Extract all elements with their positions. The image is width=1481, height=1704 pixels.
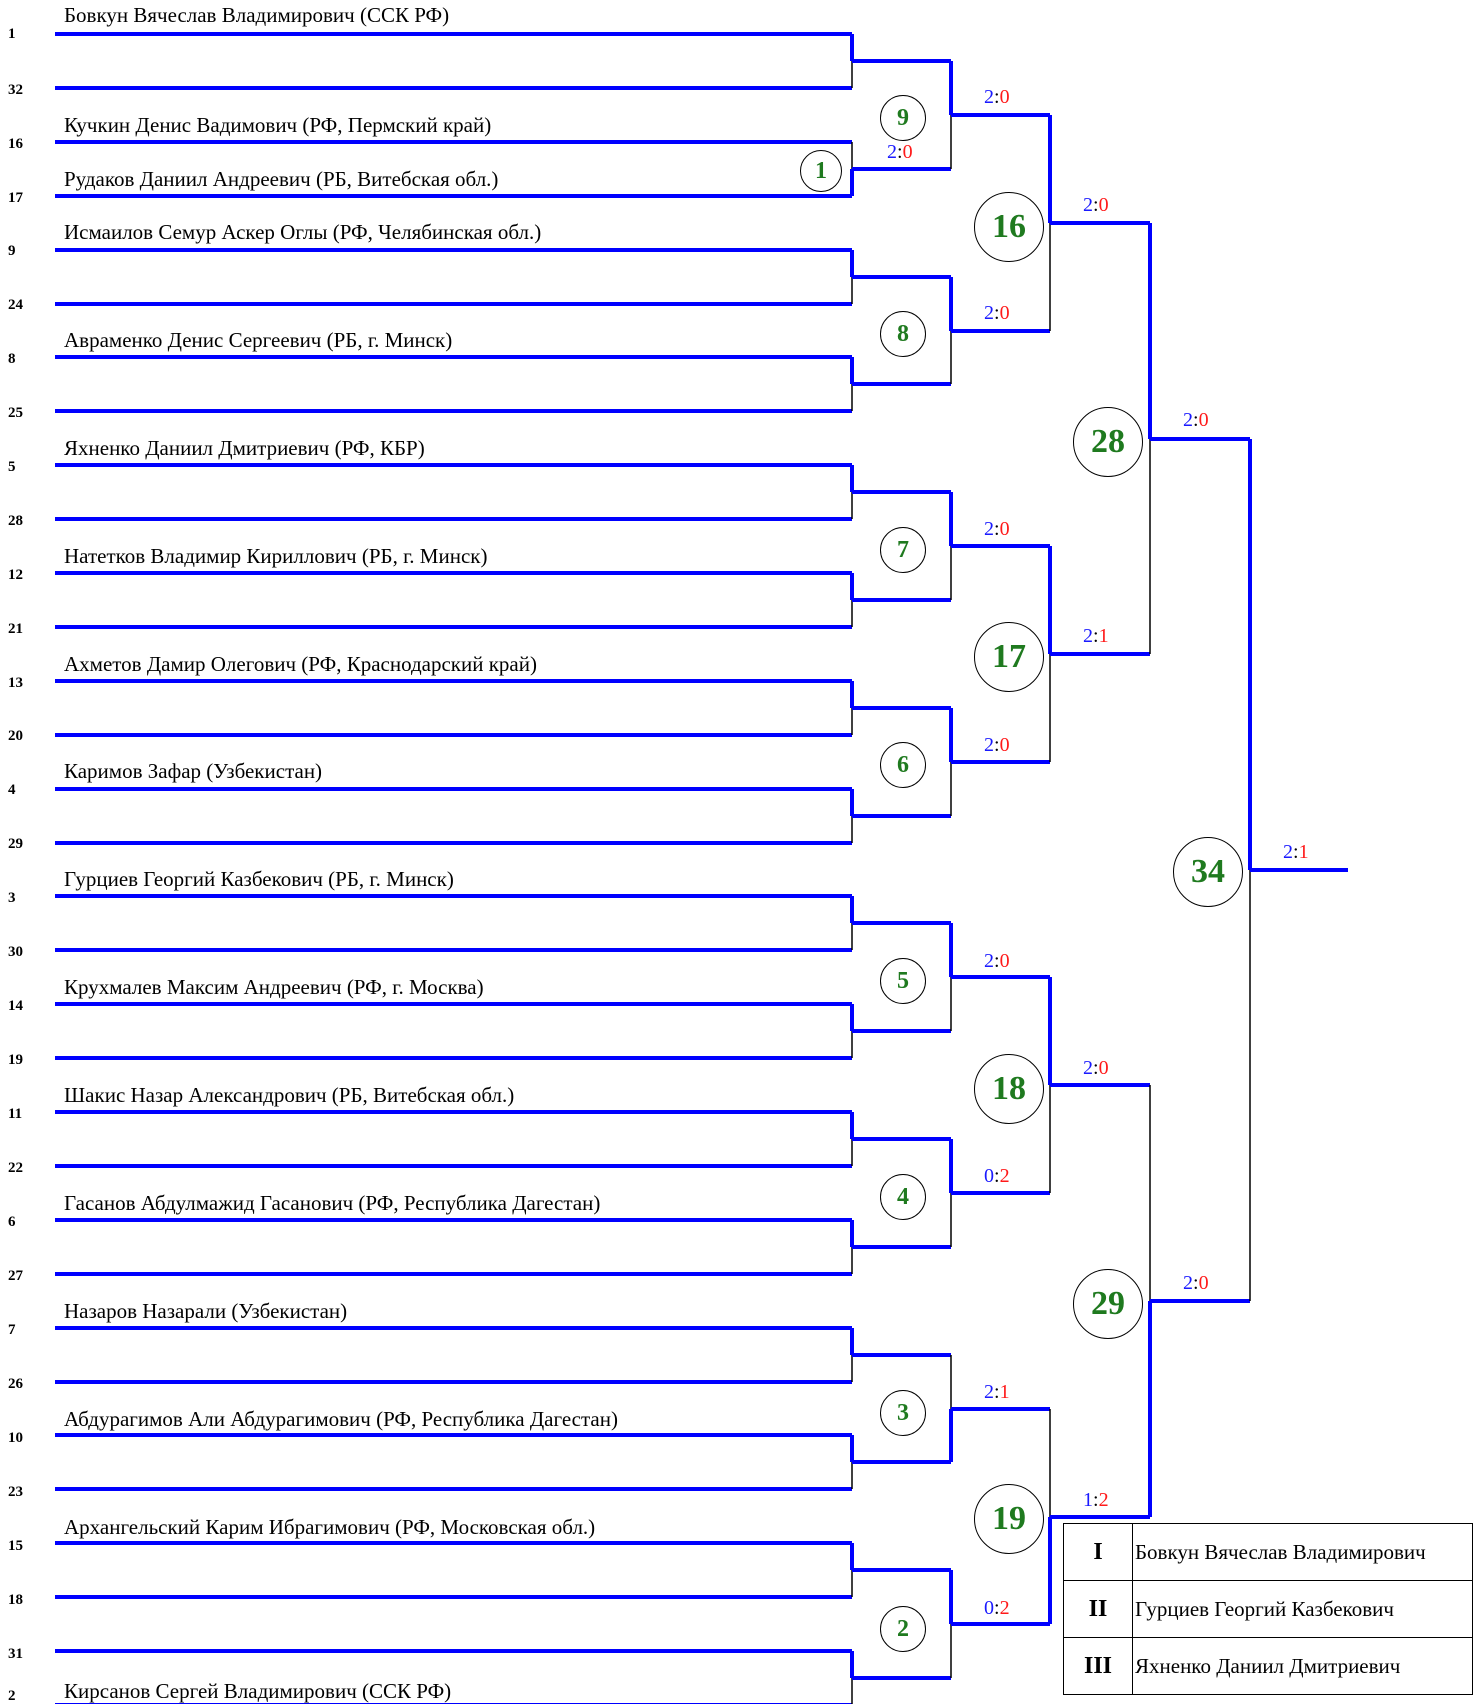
match-number-4: 4 bbox=[880, 1174, 926, 1220]
match-number-7: 7 bbox=[880, 527, 926, 573]
seed-19: 19 bbox=[8, 1052, 23, 1068]
seed-5: 5 bbox=[8, 459, 16, 475]
results-table bbox=[1063, 1523, 1473, 1695]
player-name: Каримов Зафар (Узбекистан) bbox=[64, 759, 323, 783]
winner-name: Бовкун Вячеслав Владимирович bbox=[1133, 1524, 1473, 1581]
score-match-6: 2:0 bbox=[984, 734, 1010, 756]
place-label: II bbox=[1064, 1581, 1133, 1638]
seed-12: 12 bbox=[8, 567, 23, 583]
seed-28: 28 bbox=[8, 513, 23, 529]
match-number-19: 19 bbox=[974, 1484, 1044, 1554]
seed-32: 32 bbox=[8, 82, 23, 98]
seed-21: 21 bbox=[8, 621, 23, 637]
score-match-29: 2:0 bbox=[1183, 1272, 1209, 1294]
match-number-5: 5 bbox=[880, 958, 926, 1004]
player-name: Кирсанов Сергей Владимирович (ССК РФ) bbox=[64, 1679, 452, 1703]
match-number-28: 28 bbox=[1073, 407, 1143, 477]
seed-7: 7 bbox=[8, 1322, 16, 1338]
score-match-9: 2:0 bbox=[984, 86, 1010, 108]
score-match-4: 0:2 bbox=[984, 1165, 1010, 1187]
seed-10: 10 bbox=[8, 1430, 23, 1446]
seed-2: 2 bbox=[8, 1688, 16, 1704]
seed-24: 24 bbox=[8, 297, 23, 313]
match-number-2: 2 bbox=[880, 1606, 926, 1652]
player-name: Авраменко Денис Сергеевич (РБ, г. Минск) bbox=[64, 328, 453, 352]
results-row-1 bbox=[1064, 1524, 1473, 1581]
place-label: I bbox=[1064, 1524, 1133, 1581]
seed-20: 20 bbox=[8, 728, 23, 744]
match-number-29: 29 bbox=[1073, 1269, 1143, 1339]
seed-30: 30 bbox=[8, 944, 23, 960]
match-number-6: 6 bbox=[880, 742, 926, 788]
score-match-8: 2:0 bbox=[984, 302, 1010, 324]
player-name: Архангельский Карим Ибрагимович (РФ, Московская обл.) bbox=[64, 1515, 596, 1539]
match-number-18: 18 bbox=[974, 1054, 1044, 1124]
seed-1: 1 bbox=[8, 26, 16, 42]
match-number-34: 34 bbox=[1173, 837, 1243, 907]
score-match-28: 2:0 bbox=[1183, 409, 1209, 431]
player-name: Шакис Назар Александрович (РБ, Витебская обл.) bbox=[64, 1083, 515, 1107]
score-match-5: 2:0 bbox=[984, 950, 1010, 972]
seed-23: 23 bbox=[8, 1484, 23, 1500]
score-match-2: 0:2 bbox=[984, 1597, 1010, 1619]
seed-27: 27 bbox=[8, 1268, 23, 1284]
seed-17: 17 bbox=[8, 190, 23, 206]
seed-13: 13 bbox=[8, 675, 23, 691]
seed-14: 14 bbox=[8, 998, 23, 1014]
player-name: Ахметов Дамир Олегович (РФ, Краснодарский край) bbox=[64, 652, 537, 676]
seed-31: 31 bbox=[8, 1646, 23, 1662]
match-number-16: 16 bbox=[974, 192, 1044, 262]
seed-16: 16 bbox=[8, 136, 23, 152]
player-name: Яхненко Даниил Дмитриевич (РФ, КБР) bbox=[64, 436, 425, 460]
results-row-2 bbox=[1064, 1581, 1473, 1638]
seed-25: 25 bbox=[8, 405, 23, 421]
player-name: Рудаков Даниил Андреевич (РБ, Витебская обл.) bbox=[64, 167, 499, 191]
winner-name: Гурциев Георгий Казбекович bbox=[1133, 1581, 1473, 1638]
match-number-3: 3 bbox=[880, 1390, 926, 1436]
player-name: Крухмалев Максим Андреевич (РФ, г. Москва) bbox=[64, 975, 484, 999]
seed-8: 8 bbox=[8, 351, 16, 367]
score-match-17: 2:1 bbox=[1083, 625, 1109, 647]
seed-3: 3 bbox=[8, 890, 16, 906]
seed-26: 26 bbox=[8, 1376, 23, 1392]
player-name: Назаров Назарали (Узбекистан) bbox=[64, 1299, 348, 1323]
score-match-18: 2:0 bbox=[1083, 1057, 1109, 1079]
results-row-3 bbox=[1064, 1638, 1473, 1695]
winner-name: Яхненко Даниил Дмитриевич bbox=[1133, 1638, 1473, 1695]
seed-18: 18 bbox=[8, 1592, 23, 1608]
player-name: Натетков Владимир Кириллович (РБ, г. Минск) bbox=[64, 544, 488, 568]
score-match-16: 2:0 bbox=[1083, 194, 1109, 216]
score-match-1: 2:0 bbox=[887, 141, 913, 163]
match-number-9: 9 bbox=[880, 95, 926, 141]
player-name: Гасанов Абдулмажид Гасанович (РФ, Республика Дагестан) bbox=[64, 1191, 601, 1215]
score-match-19: 1:2 bbox=[1083, 1489, 1109, 1511]
player-name: Кучкин Денис Вадимович (РФ, Пермский край) bbox=[64, 113, 492, 137]
player-name: Абдурагимов Али Абдурагимович (РФ, Республика Дагестан) bbox=[64, 1407, 618, 1431]
seed-4: 4 bbox=[8, 782, 16, 798]
seed-15: 15 bbox=[8, 1538, 23, 1554]
match-number-8: 8 bbox=[880, 311, 926, 357]
score-match-3: 2:1 bbox=[984, 1381, 1010, 1403]
player-name: Гурциев Георгий Казбекович (РБ, г. Минск) bbox=[64, 867, 454, 891]
match-number-17: 17 bbox=[974, 622, 1044, 692]
seed-9: 9 bbox=[8, 243, 16, 259]
score-match-7: 2:0 bbox=[984, 518, 1010, 540]
place-label: III bbox=[1064, 1638, 1133, 1695]
seed-6: 6 bbox=[8, 1214, 16, 1230]
player-name: Исмаилов Семур Аскер Оглы (РФ, Челябинская обл.) bbox=[64, 220, 542, 244]
player-name: Бовкун Вячеслав Владимирович (ССК РФ) bbox=[64, 3, 450, 27]
score-match-34: 2:1 bbox=[1283, 841, 1309, 863]
seed-29: 29 bbox=[8, 836, 23, 852]
match-number-1: 1 bbox=[800, 150, 842, 192]
seed-22: 22 bbox=[8, 1160, 23, 1176]
seed-11: 11 bbox=[8, 1106, 23, 1122]
